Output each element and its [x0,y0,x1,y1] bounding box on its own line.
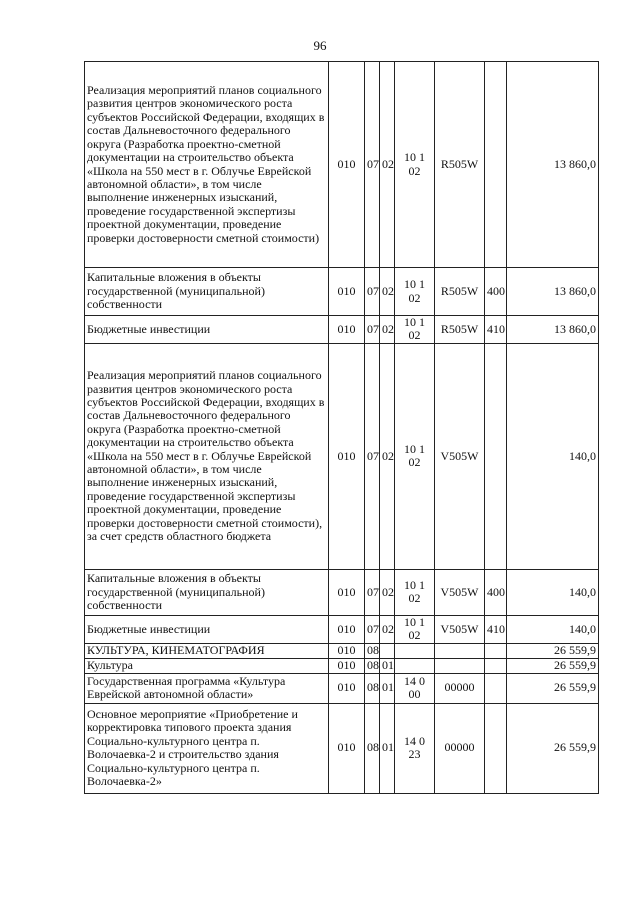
ministry-code: 010 [329,673,365,703]
ministry-code: 010 [329,343,365,569]
ministry-code: 010 [329,62,365,268]
section-code: 08 [365,673,380,703]
row-name: Основное мероприятие «Приобретение и корректировка типового проекта здания Социально-культурного центра п. Волочаевка-2 и строительство здания Социально-культурного центра п. Волочаевка-2» [85,703,329,793]
subsection-code: 02 [380,569,395,615]
section-code: 07 [365,569,380,615]
page-number: 96 [313,38,327,53]
subsection-code: 02 [380,316,395,344]
expense-type-code [485,673,507,703]
table-row [85,268,599,316]
ministry-code: 010 [329,569,365,615]
section-code: 07 [365,343,380,569]
ministry-code: 010 [329,268,365,316]
section-code: 07 [365,316,380,344]
amount: 26 559,9 [507,673,599,703]
row-name: Реализация мероприятий планов социального развития центров экономического роста субъектов Российской Федерации, входящих в состав Дальневосточного федерального округа (Разработка проектно-сметной документации на строительство объекта «Школа на 550 мест в г. Облучье Еврейской автономной области», в том числе выполнение инженерных изысканий, проведение государственной экспертизы проектной документации, проведение проверки достоверности сметной стоимости) [85,62,329,268]
direction-code: R505W [435,268,485,316]
direction-code [435,658,485,673]
subsection-code: 01 [380,703,395,793]
expense-type-code [485,658,507,673]
section-code: 07 [365,268,380,316]
row-name: Государственная программа «Культура Еврейской автономной области» [85,673,329,703]
row-name: Капитальные вложения в объекты государственной (муниципальной) собственности [85,569,329,615]
amount: 140,0 [507,569,599,615]
expense-type-code [485,703,507,793]
program-code [395,643,435,658]
budget-table [84,61,599,794]
amount: 140,0 [507,343,599,569]
table-row [85,569,599,615]
ministry-code: 010 [329,316,365,344]
section-code: 08 [365,658,380,673]
direction-code: V505W [435,615,485,643]
amount: 26 559,9 [507,703,599,793]
table-row [85,316,599,344]
expense-type-code [485,643,507,658]
row-name: КУЛЬТУРА, КИНЕМАТОГРАФИЯ [85,643,329,658]
amount: 13 860,0 [507,268,599,316]
direction-code: R505W [435,62,485,268]
table-row [85,343,599,569]
table-row [85,615,599,643]
expense-type-code: 410 [485,615,507,643]
subsection-code: 02 [380,62,395,268]
program-code: 10 1 02 [395,615,435,643]
section-code: 07 [365,615,380,643]
ministry-code: 010 [329,615,365,643]
expense-type-code: 410 [485,316,507,344]
direction-code: 00000 [435,673,485,703]
direction-code [435,643,485,658]
table-row [85,658,599,673]
program-code: 10 1 02 [395,569,435,615]
table-row [85,673,599,703]
program-code: 14 0 23 [395,703,435,793]
section-code: 07 [365,62,380,268]
expense-type-code [485,343,507,569]
amount: 13 860,0 [507,316,599,344]
expense-type-code: 400 [485,268,507,316]
direction-code: V505W [435,569,485,615]
subsection-code: 01 [380,673,395,703]
program-code [395,658,435,673]
amount: 26 559,9 [507,658,599,673]
section-code: 08 [365,703,380,793]
ministry-code: 010 [329,703,365,793]
subsection-code: 02 [380,268,395,316]
program-code: 10 1 02 [395,62,435,268]
ministry-code: 010 [329,643,365,658]
amount: 26 559,9 [507,643,599,658]
row-name: Реализация мероприятий планов социального развития центров экономического роста субъектов Российской Федерации, входящих в состав Дальневосточного федерального округа (Разработка проектно-сметной документации на строительство объекта «Школа на 550 мест в г. Облучье Еврейской автономной области», в том числе выполнение инженерных изысканий, проведение государственной экспертизы проектной документации, проведение проверки достоверности сметной стоимости), за счет средств областного бюджета [85,343,329,569]
ministry-code: 010 [329,658,365,673]
row-name: Бюджетные инвестиции [85,316,329,344]
table-row [85,643,599,658]
subsection-code: 02 [380,615,395,643]
program-code: 10 1 02 [395,343,435,569]
subsection-code: 01 [380,658,395,673]
program-code: 10 1 02 [395,268,435,316]
subsection-code [380,643,395,658]
subsection-code: 02 [380,343,395,569]
row-name: Капитальные вложения в объекты государственной (муниципальной) собственности [85,268,329,316]
program-code: 14 0 00 [395,673,435,703]
direction-code: V505W [435,343,485,569]
table-row [85,703,599,793]
expense-type-code: 400 [485,569,507,615]
expense-type-code [485,62,507,268]
table-row [85,62,599,268]
row-name: Культура [85,658,329,673]
amount: 13 860,0 [507,62,599,268]
amount: 140,0 [507,615,599,643]
direction-code: R505W [435,316,485,344]
section-code: 08 [365,643,380,658]
program-code: 10 1 02 [395,316,435,344]
row-name: Бюджетные инвестиции [85,615,329,643]
direction-code: 00000 [435,703,485,793]
